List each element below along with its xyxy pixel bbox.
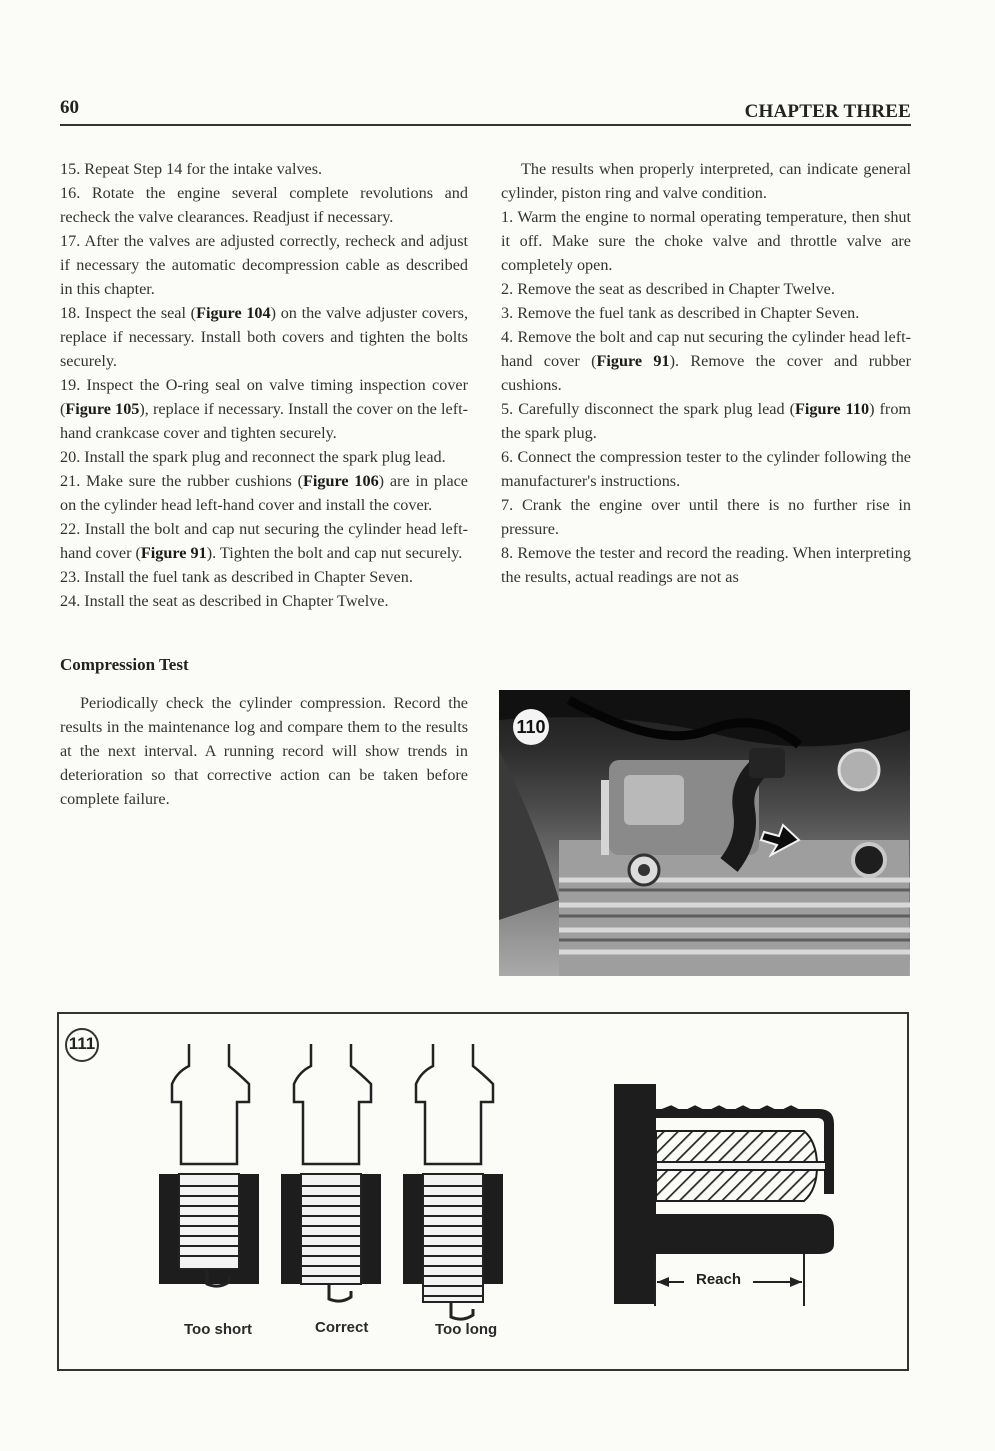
step-16: 16. Rotate the engine several complete revolutions and recheck the valve clearances. Readjust if necessary. — [60, 184, 468, 226]
step-24: 24. Install the seat as described in Chapter Twelve. — [60, 592, 389, 610]
step-text: 22. Install the bolt and cap nut securing the cylinder head left-hand cover ( — [60, 520, 468, 562]
step-text: ). Tighten the bolt and cap nut securely. — [206, 544, 463, 562]
step-6: 6. Connect the compression tester to the cylinder following the manufacturer's instructions. — [501, 448, 911, 490]
step-text: ) from the spark plug. — [501, 400, 911, 442]
step-23: 23. Install the fuel tank as described in Chapter Seven. — [60, 568, 413, 586]
figure-ref: Figure 110 — [795, 400, 870, 418]
step-22 — [60, 517, 468, 565]
caption-correct: Correct — [315, 1319, 369, 1336]
spark-plug-correct — [281, 1044, 381, 1301]
section-heading: Compression Test — [60, 655, 189, 674]
spark-plug-diagram — [59, 1014, 907, 1369]
intro-paragraph: The results when properly interpreted, can indicate general cylinder, piston ring and valve condition. — [501, 160, 911, 202]
reach-label: Reach — [696, 1271, 742, 1288]
header-rule — [60, 124, 911, 126]
step-20: 20. Install the spark plug and reconnect the spark plug lead. — [60, 448, 446, 466]
step-text: ) are in place on the cylinder head left-hand cover and install the cover. — [60, 472, 468, 514]
step-text: ). Remove the cover and rubber cushions. — [501, 352, 911, 394]
caption-too-short: Too short — [184, 1321, 253, 1338]
engine-photo-illustration — [499, 690, 910, 976]
step-text: ), replace if necessary. Install the cover on the left-hand crankcase cover and tighten securely. — [60, 400, 468, 442]
step-4 — [501, 325, 911, 397]
figure-ref: Figure 104 — [196, 304, 271, 322]
left-column — [60, 157, 468, 811]
step-text: 19. Inspect the O-ring seal on valve timing inspection cover ( — [60, 376, 468, 418]
step-7: 7. Crank the engine over until there is no further rise in pressure. — [501, 496, 911, 538]
figure-ref: Figure 91 — [140, 544, 207, 562]
step-3: 3. Remove the fuel tank as described in Chapter Seven. — [501, 304, 860, 322]
right-column — [501, 157, 911, 589]
spark-plug-too-long — [403, 1044, 503, 1319]
step-1: 1. Warm the engine to normal operating temperature, then shut it off. Make sure the choke valve and throttle valve are completely open. — [501, 208, 911, 274]
step-text: 18. Inspect the seal ( — [60, 304, 197, 322]
step-text: 21. Make sure the rubber cushions ( — [60, 472, 304, 490]
figure-111-box — [57, 1012, 909, 1371]
figure-110-photo — [499, 690, 910, 976]
page-number: 60 — [60, 97, 79, 118]
figure-111-badge: 111 — [65, 1028, 99, 1062]
step-15: 15. Repeat Step 14 for the intake valves. — [60, 160, 323, 178]
spark-plug-too-short — [159, 1044, 259, 1286]
step-21 — [60, 469, 468, 517]
figure-110-badge: 110 — [513, 709, 549, 745]
step-8: 8. Remove the tester and record the reading. When interpreting the results, actual readings are not as — [501, 544, 911, 586]
step-18 — [60, 301, 468, 373]
section-paragraph: Periodically check the cylinder compression. Record the results in the maintenance log and compare them to the results at the next interval. A running record will show trends in deterioration so that corrective action can be taken before complete failure. — [60, 694, 468, 808]
step-19 — [60, 373, 468, 445]
step-text: 5. Carefully disconnect the spark plug lead ( — [501, 400, 796, 418]
figure-ref: Figure 106 — [303, 472, 379, 490]
chapter-title: CHAPTER THREE — [744, 101, 911, 122]
step-text: 4. Remove the bolt and cap nut securing the cylinder head left-hand cover ( — [501, 328, 911, 370]
caption-too-long: Too long — [435, 1321, 498, 1338]
figure-ref: Figure 91 — [596, 352, 670, 370]
step-text: ) on the valve adjuster covers, replace if necessary. Install both covers and tighten the bolts securely. — [60, 304, 468, 370]
step-2: 2. Remove the seat as described in Chapter Twelve. — [501, 280, 835, 298]
step-17: 17. After the valves are adjusted correctly, recheck and adjust if necessary the automatic decompression cable as described in this chapter. — [60, 232, 468, 298]
step-5 — [501, 397, 911, 445]
figure-ref: Figure 105 — [65, 400, 140, 418]
